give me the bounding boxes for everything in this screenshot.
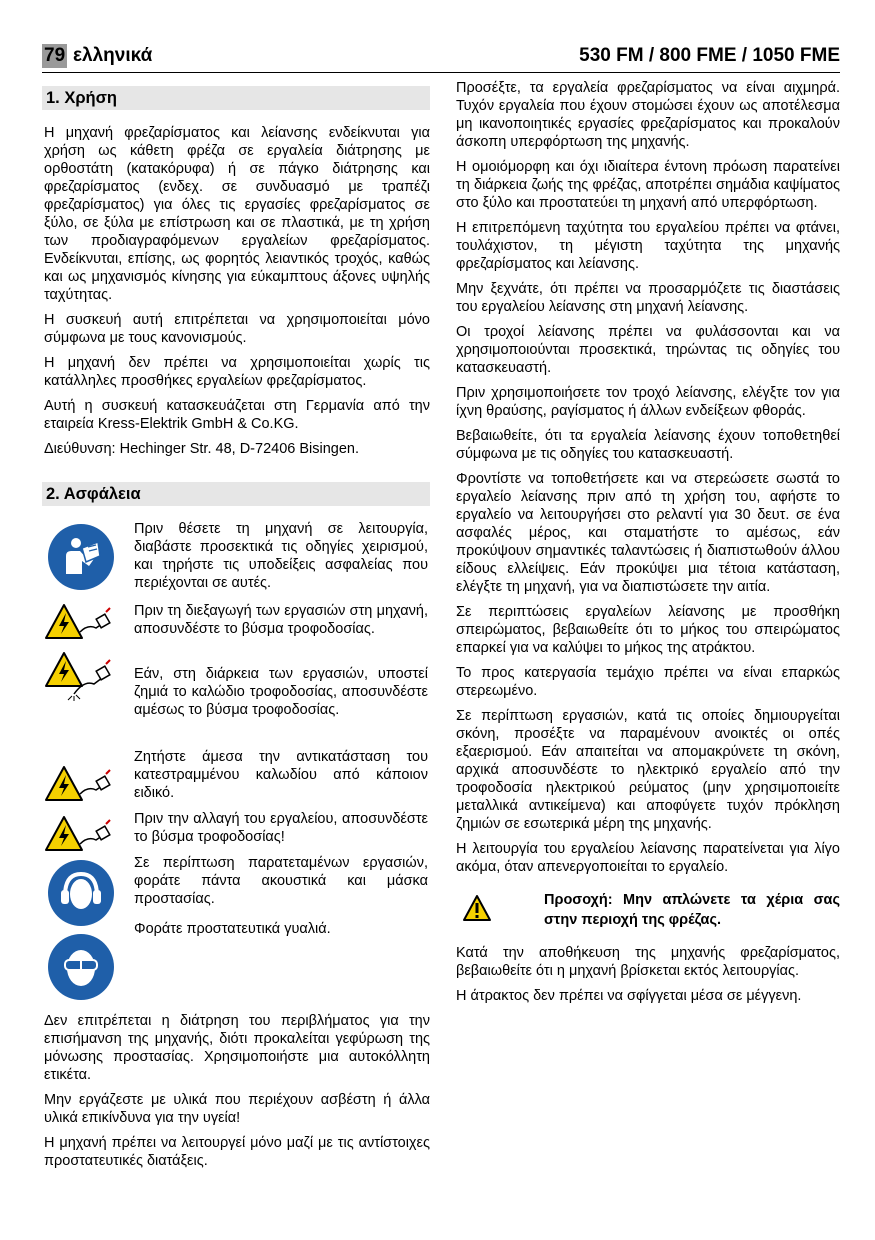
paragraph: Η συσκευή αυτή επιτρέπεται να χρησιμοποιείται μόνο σύμφωνα με τους κανονισμούς. (44, 312, 430, 346)
unplug-warning-icon (44, 602, 116, 649)
safety-item: Πριν θέσετε τη μηχανή σε λειτουργία, διαβάστε προσεκτικά τις οδηγίες χειρισμού, και τηρήστε τις υποδείξεις ασφαλείας που περιέχονται σε αυτές. (134, 521, 428, 591)
hand-warning (456, 890, 840, 936)
paragraph: Η μηχανή φρεζαρίσματος και λείανσης ενδείκνυται για χρήση ως κάθετη φρέζα σε εργαλεία διάτρησης με ορθοστάτη (κατακόρυφα) ή σε πάγκο διάτρησης και φρεζαρίσματος (ενδεχ. σε συνδυασμό με τραπέζι φρεζαρίσματος) για όλες τις εργασίες φρεζαρίσματος σε ξύλο, σε ξύλα με επίστρωση και σε πλαστικά, με τη χρήση των προδιαγραφόμενων εργαλείων φρεζαρίσματος. Ενδείκνυται, επίσης, ως φορητός λειαντικός τροχός, καθώς και ως μηχανισμός κίνησης για εύκαμπτους άξονες υψηλής ταχύτητας. (44, 125, 430, 303)
paragraph: Φροντίστε να τοποθετήσετε και να στερεώσετε σωστά το εργαλείο λείανσης πριν από τη χρήση του, αφήστε το εργαλείο να λειτουργήσει στο ρελαντί για 30 δευτ. σε ένα ασφαλές μέρος, και σταματήστε το αμέσως, εάν προκύψουν σημαντικές ταλαντώσεις ή διαπιστωθούν άλλου είδους ελλείψεις. Εάν προκύψει μια τέτοια κατάσταση, ελέγξτε τη μηχανή, για να διαπιστώσετε την αιτία. (456, 471, 840, 595)
left-column (42, 86, 430, 1177)
replace-cable-warning-icon (44, 764, 116, 811)
paragraph: Σε περιπτώσεις εργαλείων λείανσης με προσθήκη σπειρώματος, βεβαιωθείτε ότι το μήκος του σπειρώματος επαρκεί για να καλύψει το μήκος της ατράκτου. (456, 604, 840, 656)
paragraph: Προσέξτε, τα εργαλεία φρεζαρίσματος να είναι αιχμηρά. Τυχόν εργαλεία που έχουν στομώσει έχουν ως αποτέλεσμα μη ικανοποιητικές εργασίες φρεζαρίσματος και προκαλούν άσκοπη υπερφόρτωση της μηχανής. (456, 80, 840, 150)
paragraph: Η επιτρεπόμενη ταχύτητα του εργαλείου πρέπει να φτάνει, τουλάχιστον, τη μέγιστη ταχύτητα της μηχανής φρεζαρίσματος και λείανσης. (456, 220, 840, 272)
paragraph: Μην ξεχνάτε, ότι πρέπει να προσαρμόζετε τις διαστάσεις του εργαλείου λείανσης στη μηχανή λείανσης. (456, 281, 840, 315)
usage-section (42, 124, 430, 458)
read-manual-icon (48, 524, 114, 590)
paragraph: Βεβαιωθείτε, ότι τα εργαλεία λείανσης έχουν τοποθετηθεί σύμφωνα με τις οδηγίες του κατασκευαστή. (456, 428, 840, 462)
safety-item: Σε περίπτωση παρατεταμένων εργασιών, φοράτε πάντα ακουστικά και μάσκα προστασίας. (134, 855, 428, 907)
safety-item: Πριν τη διεξαγωγή των εργασιών στη μηχανή, αποσυνδέστε το βύσμα τροφοδοσίας. (134, 603, 428, 637)
paragraph: Η μηχανή πρέπει να λειτουργεί μόνο μαζί με τις αντίστοιχες προστατευτικές διατάξεις. (44, 1135, 430, 1169)
page-number: 79 (44, 45, 66, 66)
eye-protection-icon (48, 934, 114, 1000)
warning-triangle-icon (462, 894, 492, 927)
paragraph: Η λειτουργία του εργαλείου λείανσης παρατείνεται για λίγο ακόμα, όταν απενεργοποιείται το εργαλείο. (456, 841, 840, 875)
paragraph: Η μηχανή δεν πρέπει να χρησιμοποιείται χωρίς τις κατάλληλες προσθήκες εργαλείων φρεζαρίσματος. (44, 355, 430, 389)
paragraph: Η ομοιόμορφη και όχι ιδιαίτερα έντονη πρόωση παρατείνει τη διάρκεια ζωής της φρέζας, αποτρέπει σημάδια καψίματος στο ξύλο και προστατεύει τη μηχανή από υπερφόρτωση. (456, 159, 840, 211)
damaged-cable-warning-icon (44, 650, 116, 707)
section-heading-safety: 2. Ασφάλεια (42, 482, 430, 506)
model-title: 530 FM / 800 FME / 1050 FME (579, 45, 840, 66)
page-header (42, 42, 840, 73)
safety-item: Εάν, στη διάρκεια των εργασιών, υποστεί ζημιά το καλώδιο τροφοδοσίας, αποσυνδέστε αμέσως το βύσμα τροφοδοσίας. (134, 666, 428, 718)
section-heading-usage: 1. Χρήση (42, 86, 430, 110)
safety-instructions (42, 520, 430, 990)
paragraph: Αυτή η συσκευή κατασκευάζεται στη Γερμανία από την εταιρεία Kress-Elektrik GmbH & Co.KG. (44, 398, 430, 432)
warning-text: Προσοχή: Μην απλώνετε τα χέρια σας στην περιοχή της φρέζας. (544, 892, 840, 928)
tool-change-warning-icon (44, 814, 116, 861)
paragraph: Δεν επιτρέπεται η διάτρηση του περιβλήματος για την επισήμανση της μηχανής, διότι προκαλείται γεφύρωση της μόνωσης προστασίας. Χρησιμοποιήστε μια αυτοκόλλητη ετικέτα. (44, 1013, 430, 1083)
paragraph: Οι τροχοί λείανσης πρέπει να φυλάσσονται και να χρησιμοποιούνται προσεκτικά, τηρώντας τις οδηγίες του κατασκευαστή. (456, 324, 840, 376)
safety-item: Φοράτε προστατευτικά γυαλιά. (134, 921, 331, 937)
language-label: ελληνικά (73, 45, 153, 66)
paragraph: Μην εργάζεστε με υλικά που περιέχουν ασβέστη ή άλλα υλικά επικίνδυνα για την υγεία! (44, 1092, 430, 1126)
paragraph: Διεύθυνση: Hechinger Str. 48, D-72406 Bisingen. (44, 441, 360, 457)
right-column (456, 79, 840, 1012)
paragraph: Σε περίπτωση εργασιών, κατά τις οποίες δημιουργείται σκόνη, προσέξτε να παραμένουν ανοικτές οι οπές εξαερισμού. Εάν απαιτείται να απομακρύνετε τη σκόνη, αρχικά αποσυνδέστε το ηλεκτρικό εργαλείο από την τροφοδοσία ηλεκτρικού ρεύματος (μην χρησιμοποιείτε μεταλλικά αντικείμενα) και αποφύγετε τυχόν πρόκληση ζημιών σε εσωτερικά μέρη της μηχανής. (456, 708, 840, 832)
safety-item: Ζητήστε άμεσα την αντικατάσταση του κατεστραμμένου καλωδίου από κάποιον ειδικό. (134, 749, 428, 801)
hearing-protection-icon (48, 860, 114, 926)
paragraph: Η άτρακτος δεν πρέπει να σφίγγεται μέσα σε μέγγενη. (456, 988, 802, 1004)
paragraph: Το προς κατεργασία τεμάχιο πρέπει να είναι επαρκώς στερεωμένο. (456, 665, 840, 699)
safety-notes (42, 1012, 430, 1170)
safety-item: Πριν την αλλαγή του εργαλείου, αποσυνδέστε το βύσμα τροφοδοσίας! (134, 811, 428, 845)
paragraph: Κατά την αποθήκευση της μηχανής φρεζαρίσματος, βεβαιωθείτε ότι η μηχανή βρίσκεται εκτός λειτουργίας. (456, 945, 840, 979)
paragraph: Πριν χρησιμοποιήσετε τον τροχό λείανσης, ελέγξτε τον για ίχνη θραύσης, ραγίσματος ή άλλων ενδείξεων φθοράς. (456, 385, 840, 419)
